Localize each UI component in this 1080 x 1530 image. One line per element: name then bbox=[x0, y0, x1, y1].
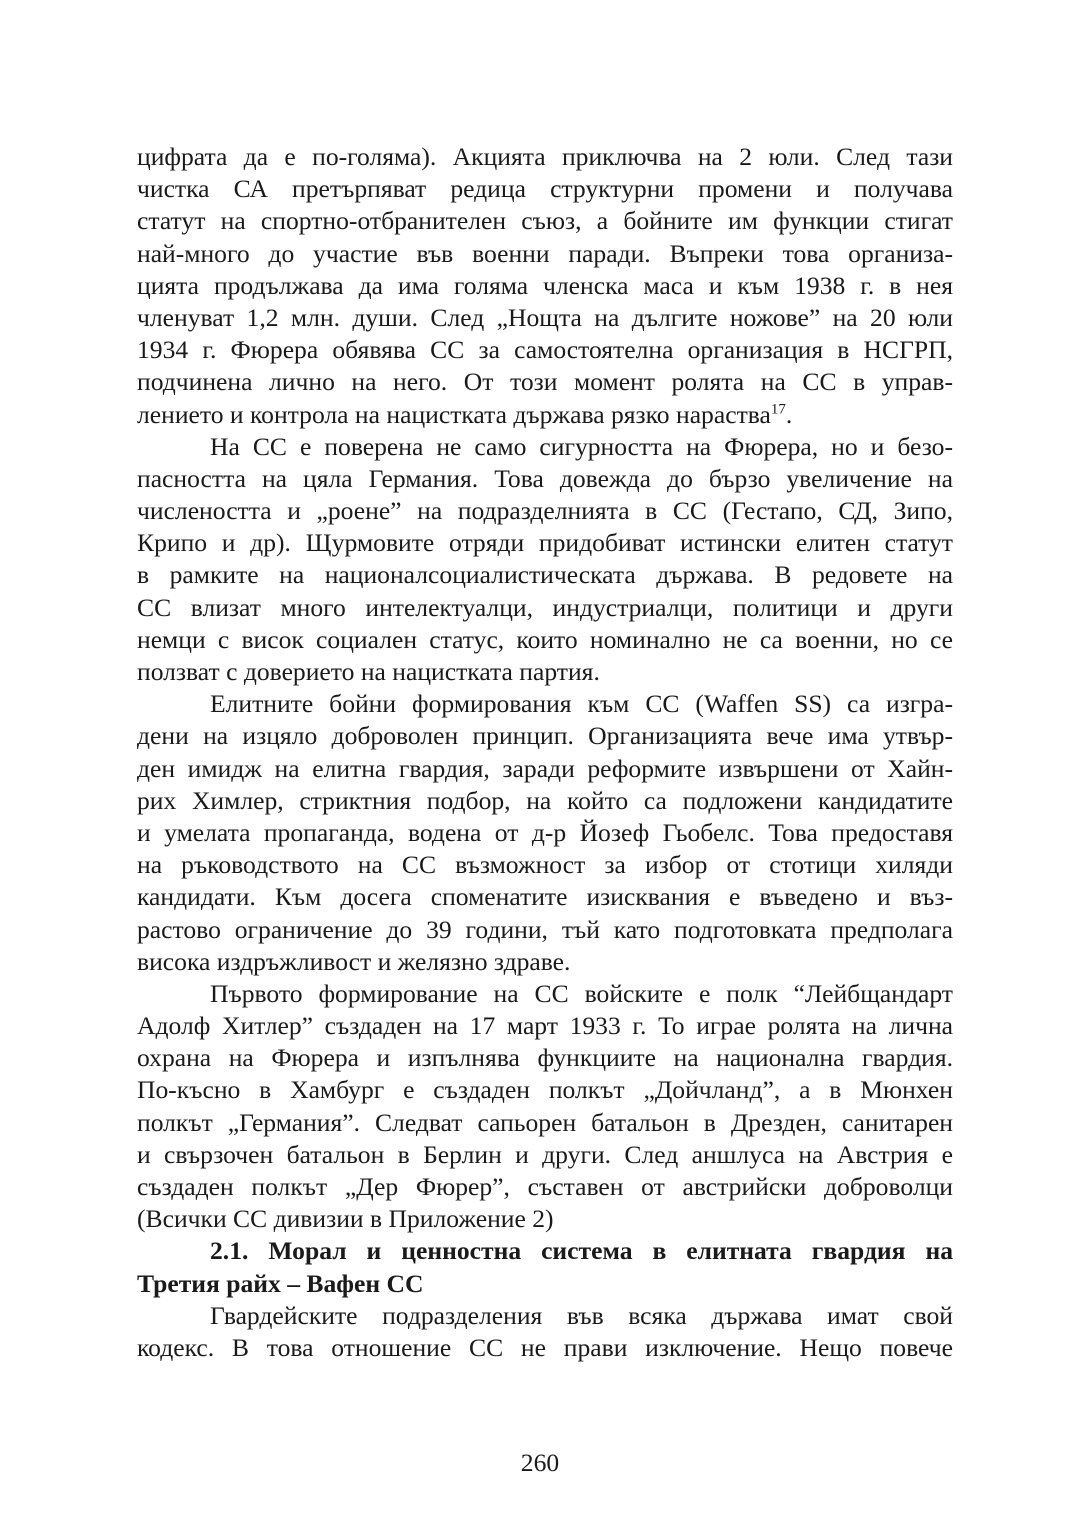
paragraph-line: статут на спортно-отбранителен съюз, а бойните им функции стигат bbox=[137, 206, 953, 236]
paragraph-line: цифрата да е по-голяма). Акцията приключва на 2 юли. След тази bbox=[137, 142, 953, 171]
page-number: 260 bbox=[520, 1448, 560, 1477]
paragraph-line: 1934 г. Фюрера обявява СС за самостоятелна организация в НСГРП, bbox=[137, 335, 953, 365]
paragraph-line: дени на изцяло доброволен принцип. Организацията вече има утвър- bbox=[137, 721, 953, 751]
paragraph-line: кандидати. Към досега споменатите изисквания е въведено и въз- bbox=[137, 882, 953, 912]
paragraph-line: в рамките на националсоциалистическата държава. В редовете на bbox=[137, 560, 953, 590]
paragraph-last-line bbox=[137, 399, 953, 431]
paragraph-line: охрана на Фюрера и изпълнява функциите на национална гвардия. bbox=[137, 1043, 953, 1073]
paragraph-line: Крипо и др). Щурмовите отряди придобиват истински елитен статут bbox=[137, 528, 953, 558]
paragraph-line: На СС е поверена не само сигурността на Фюрера, но и безо- bbox=[210, 431, 953, 461]
paragraph-line: (Всички СС дивизии в Приложение 2) bbox=[137, 1204, 554, 1234]
footnote-reference[interactable]: 17 bbox=[770, 400, 786, 417]
paragraph-5 bbox=[137, 1300, 953, 1364]
paragraph-line: числеността и „роене” на подразделнията в СС (Гестапо, СД, Зипо, bbox=[137, 496, 953, 526]
paragraph-line: Адолф Хитлер” създаден на 17 март 1933 г. То играе ролята на лична bbox=[137, 1011, 953, 1041]
paragraph-line: немци с висок социален статус, които номинално не са военни, но се bbox=[137, 624, 953, 654]
paragraph-line: Елитните бойни формирования към СС (Waffen SS) са изгра- bbox=[210, 689, 953, 719]
paragraph-line: пасността на цяла Германия. Това довежда до бързо увеличение на bbox=[137, 463, 953, 493]
paragraph-3 bbox=[137, 688, 953, 978]
paragraph-line: кодекс. В това отношение СС не прави изключение. Нещо повече bbox=[137, 1332, 953, 1362]
paragraph-line: По-късно в Хамбург е създаден полкът „Дойчланд”, а в Мюнхен bbox=[137, 1075, 953, 1105]
paragraph-line: висока издръжливост и желязно здраве. bbox=[137, 946, 571, 976]
paragraph-line-text: лението и контрола на нацистката държава рязко нараства bbox=[137, 399, 771, 429]
paragraph-line: на ръководството на СС възможност за избор от стотици хиляди bbox=[137, 850, 953, 880]
sentence-end: . bbox=[785, 399, 793, 429]
paragraph-line: и умелата пропаганда, водена от д-р Йозеф Гьобелс. Това предоставя bbox=[137, 817, 953, 847]
paragraph-line: и свързочен батальон в Берлин и други. След аншлуса на Австрия е bbox=[137, 1139, 953, 1169]
paragraph-4 bbox=[137, 978, 953, 1236]
paragraph-1 bbox=[137, 141, 953, 431]
paragraph-line: цията продължава да има голяма членска маса и към 1938 г. в нея bbox=[137, 270, 953, 300]
section-heading bbox=[137, 1235, 953, 1299]
paragraph-line: създаден полкът „Дер Фюрер”, съставен от австрийски доброволци bbox=[137, 1172, 953, 1201]
text-body bbox=[137, 141, 953, 1364]
paragraph-line: СС влизат много интелектуалци, индустриалци, политици и други bbox=[137, 592, 953, 622]
paragraph-line: ден имидж на елитна гвардия, заради реформите извършени от Хайн- bbox=[137, 753, 953, 783]
paragraph-line: полкът „Германия”. Следват сапьорен батальон в Дрезден, санитарен bbox=[137, 1107, 953, 1137]
paragraph-line: членуват 1,2 млн. души. След „Нощта на дългите ножове” на 20 юли bbox=[137, 302, 953, 332]
section-heading-line: 2.1. Морал и ценностна система в елитната гвардия на bbox=[210, 1236, 953, 1266]
paragraph-line: най-много до участие във военни паради. Въпреки това организа- bbox=[137, 238, 953, 268]
paragraph-line: рих Химлер, стриктния подбор, на който са подложени кандидатите bbox=[137, 785, 953, 815]
paragraph-line: подчинена лично на него. От този момент ролята на СС в управ- bbox=[137, 367, 953, 397]
paragraph-line: растово ограничение до 39 години, тъй като подготовката предполага bbox=[137, 914, 953, 944]
paragraph-2 bbox=[137, 431, 953, 689]
paragraph-line: Първото формирование на СС войските е полк “Лейбщандарт bbox=[210, 978, 953, 1008]
section-heading-line: Третия райх – Вафен СС bbox=[137, 1268, 424, 1298]
paragraph-line: ползват с доверието на нацистката партия. bbox=[137, 657, 600, 686]
paragraph-line: чистка СА претърпяват редица структурни промени и получава bbox=[137, 174, 953, 204]
paragraph-line: Гвардейските подразделения във всяка държава имат свой bbox=[210, 1300, 953, 1330]
